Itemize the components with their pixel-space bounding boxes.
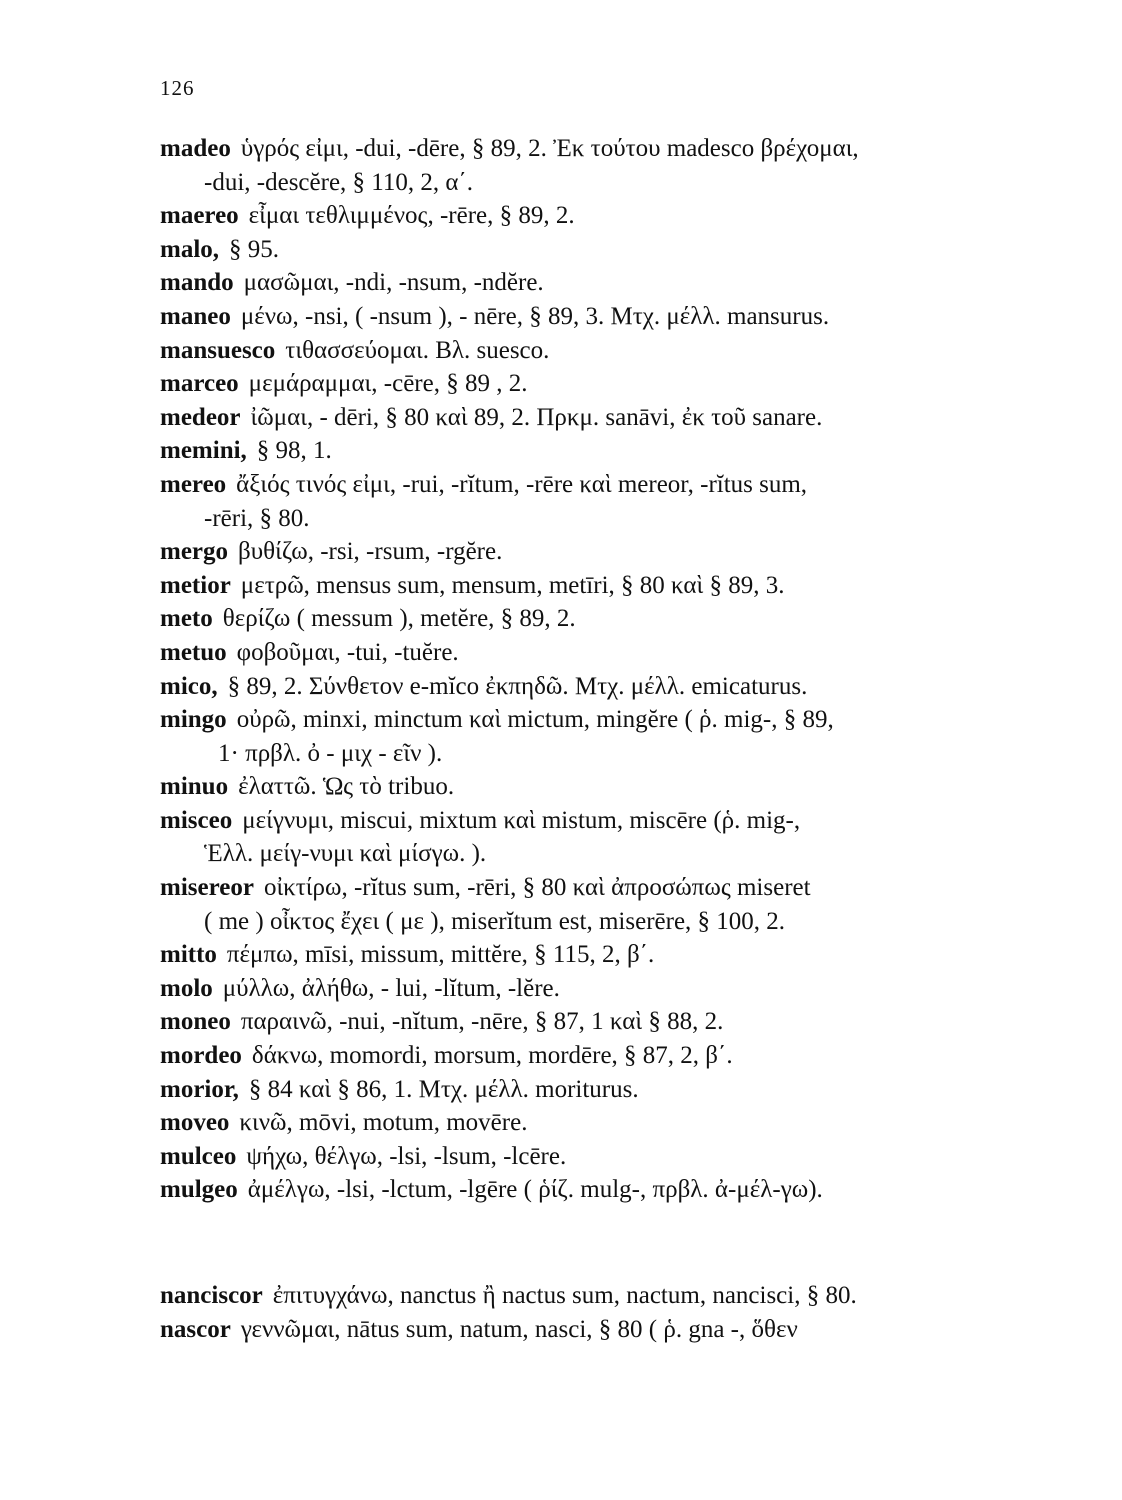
entry-mingo xyxy=(160,703,1080,770)
headword: mitto xyxy=(160,941,217,969)
headword: moneo xyxy=(160,1008,231,1036)
section-gap xyxy=(160,1207,1080,1279)
headword: nanciscor xyxy=(160,1282,263,1309)
entry-mordeo xyxy=(160,1039,1080,1073)
headword: memini, xyxy=(160,437,247,465)
headword: maereo xyxy=(160,202,239,230)
headword: misereor xyxy=(160,874,254,902)
definition: ἰῶμαι, - dēri, § 80 καὶ 89, 2. Πρκμ. sanāvi, ἐκ τοῦ sanare. xyxy=(250,403,823,431)
entry-misceo xyxy=(160,804,1080,871)
definition: μύλλω, ἀλήθω, - lui, -lĭtum, -lĕre. xyxy=(222,974,560,1002)
definition: μεμάραμμαι, -cēre, § 89 , 2. xyxy=(248,370,528,398)
definition: οἰκτίρω, -rĭtus sum, -rēri, § 80 καὶ ἀπροσώπως miseret xyxy=(263,874,811,902)
headword: medeor xyxy=(160,403,241,431)
definition: εἶμαι τεθλιμμένος, -rēre, § 89, 2. xyxy=(248,202,575,230)
headword: mergo xyxy=(160,538,229,566)
entry-misereor xyxy=(160,871,1080,938)
definition-continued: Ἑλλ. μείγ-νυμι καὶ μίσγω. ). xyxy=(204,840,487,868)
definition: παραινῶ, -nui, -nĭtum, -nēre, § 87, 1 καὶ § 88, 2. xyxy=(240,1008,724,1036)
headword: morior, xyxy=(160,1075,239,1103)
headword: mulceo xyxy=(160,1142,237,1170)
definition-continued: 1· πρβλ. ὀ - μιχ - εῖν ). xyxy=(218,739,443,767)
definition: § 89, 2. Σύνθετον e-mĭco ἐκπηδῶ. Μτχ. μέλλ. emicaturus. xyxy=(227,672,808,700)
definition: ἀμέλγω, -lsi, -lctum, -lgēre ( ῥίζ. mulg-, πρβλ. ἀ-μέλ-γω). xyxy=(247,1176,823,1204)
definition-continued: -rēri, § 80. xyxy=(204,504,310,532)
definition-continued: -dui, -descĕre, § 110, 2, α΄. xyxy=(204,168,474,196)
definition: γεννῶμαι, nātus sum, natum, nasci, § 80 ( ῥ. gna -, ὅθεν xyxy=(240,1315,798,1343)
entry-mulgeo xyxy=(160,1173,1080,1207)
definition: μένω, -nsi, ( -nsum ), - nēre, § 89, 3. Μτχ. μέλλ. mansurus. xyxy=(240,302,830,330)
entry-moveo xyxy=(160,1106,1080,1140)
definition: § 84 καὶ § 86, 1. Μτχ. μέλλ. moriturus. xyxy=(248,1075,639,1103)
headword: misceo xyxy=(160,806,233,834)
definition: § 95. xyxy=(229,235,280,263)
entry-marceo xyxy=(160,367,1080,401)
headword: mico, xyxy=(160,672,218,700)
definition-continued: ( me ) οἶκτος ἔχει ( με ), miserĭtum est, miserēre, § 100, 2. xyxy=(204,907,786,935)
headword: nascor xyxy=(160,1315,231,1343)
definition: μείγνυμι, miscui, mixtum καὶ mistum, miscēre (ῥ. mig-, xyxy=(242,806,801,834)
definition: πέμπω, mīsi, missum, mittĕre, § 115, 2, β΄. xyxy=(226,941,655,969)
headword: marceo xyxy=(160,370,239,398)
entry-morior xyxy=(160,1073,1080,1107)
definition: μετρῶ, mensus sum, mensum, metīri, § 80 καὶ § 89, 3. xyxy=(240,571,785,599)
definition: κινῶ, mōvi, motum, movēre. xyxy=(239,1109,528,1137)
entry-meto xyxy=(160,602,1080,636)
page-number: 126 xyxy=(160,76,195,100)
entry-mico xyxy=(160,670,1080,704)
entry-minuo xyxy=(160,770,1080,804)
headword: malo, xyxy=(160,235,220,263)
entry-moneo xyxy=(160,1005,1080,1039)
headword: mando xyxy=(160,269,234,297)
definition: μασῶμαι, -ndi, -nsum, -ndĕre. xyxy=(243,269,544,297)
entry-mergo xyxy=(160,535,1080,569)
definition: ἐπιτυγχάνω, nanctus ἢ nactus sum, nactum, nancisci, § 80. xyxy=(272,1282,857,1309)
definition: ἄξιός τινός εἰμι, -rui, -rĭtum, -rēre καὶ mereor, -rĭtus sum, xyxy=(236,470,808,498)
headword: minuo xyxy=(160,773,229,801)
headword: mordeo xyxy=(160,1042,242,1070)
headword: mereo xyxy=(160,470,227,498)
headword: meto xyxy=(160,605,213,633)
entry-malo xyxy=(160,233,1080,267)
headword: metuo xyxy=(160,638,227,666)
headword: madeo xyxy=(160,135,231,162)
definition: τιθασσεύομαι. Βλ. suesco. xyxy=(285,336,550,364)
entry-maneo xyxy=(160,300,1080,334)
definition: βυθίζω, -rsi, -rsum, -rgĕre. xyxy=(238,538,503,566)
entry-mansuesco xyxy=(160,334,1080,368)
dictionary-column xyxy=(160,132,1080,1346)
definition: ψήχω, θέλγω, -lsi, -lsum, -lcēre. xyxy=(246,1142,567,1170)
entry-nanciscor xyxy=(160,1279,1080,1313)
entry-mitto xyxy=(160,938,1080,972)
entry-madeo xyxy=(160,132,1080,199)
entry-memini xyxy=(160,434,1080,468)
definition: οὐρῶ, minxi, minctum καὶ mictum, mingĕre ( ῥ. mig-, § 89, xyxy=(236,706,834,734)
headword: metior xyxy=(160,571,231,599)
headword: moveo xyxy=(160,1109,230,1137)
headword: molo xyxy=(160,974,213,1002)
definition: φοβοῦμαι, -tui, -tuĕre. xyxy=(236,638,459,666)
entry-metior xyxy=(160,569,1080,603)
headword: mingo xyxy=(160,706,227,734)
entry-mereo xyxy=(160,468,1080,535)
headword: maneo xyxy=(160,302,231,330)
entry-molo xyxy=(160,972,1080,1006)
entry-maereo xyxy=(160,199,1080,233)
definition: ὑγρός εἰμι, -dui, -dēre, § 89, 2. Ἐκ τούτου madesco βρέχομαι, xyxy=(240,135,859,162)
entry-mando xyxy=(160,266,1080,300)
definition: ἐλαττῶ. Ὡς τὸ tribuo. xyxy=(238,773,455,801)
entry-mulceo xyxy=(160,1140,1080,1174)
definition: § 98, 1. xyxy=(256,437,332,465)
definition: θερίζω ( messum ), metĕre, § 89, 2. xyxy=(222,605,576,633)
entry-medeor xyxy=(160,401,1080,435)
headword: mulgeo xyxy=(160,1176,238,1204)
headword: mansuesco xyxy=(160,336,276,364)
entry-nascor xyxy=(160,1313,1080,1347)
entry-metuo xyxy=(160,636,1080,670)
definition: δάκνω, momordi, morsum, mordēre, § 87, 2, β΄. xyxy=(251,1042,733,1070)
